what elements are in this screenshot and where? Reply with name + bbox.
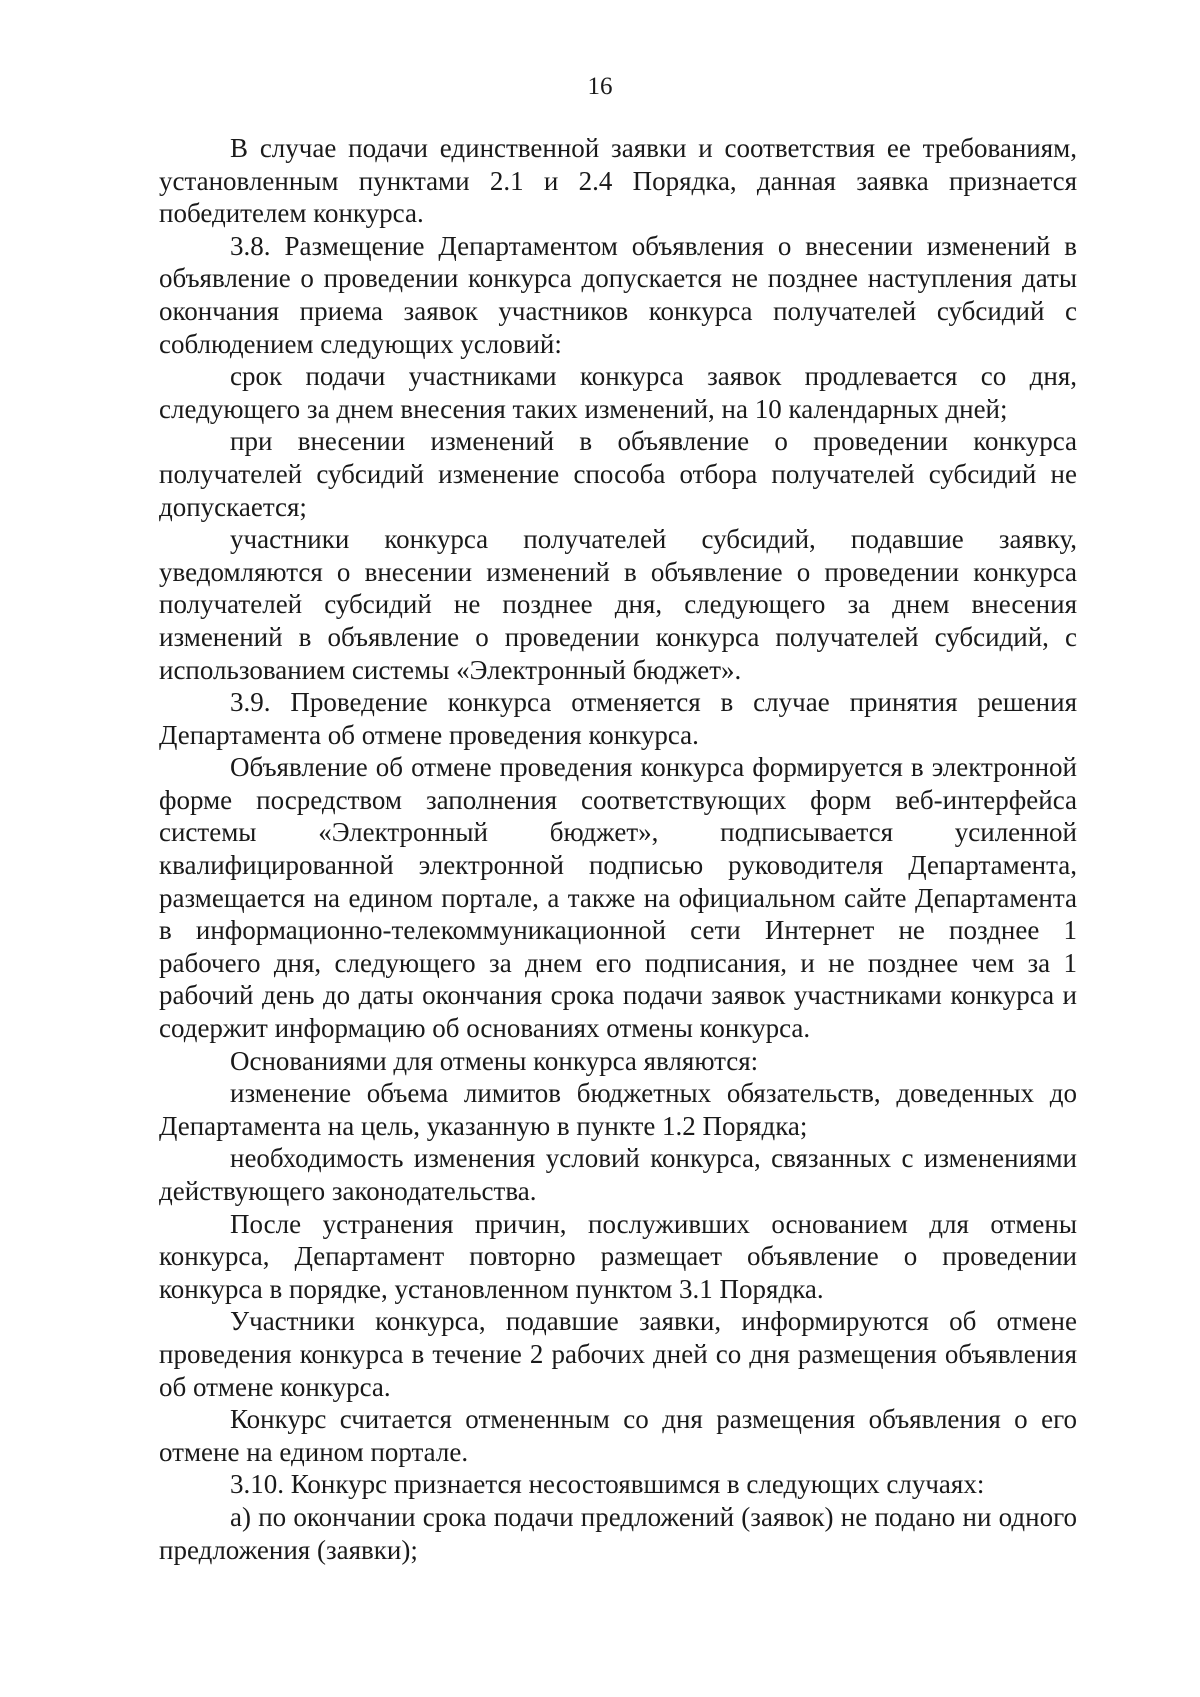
paragraph-participant-notice: участники конкурса получателей субсидий, подавшие заявку, уведомляются о внесении изменений в объявление о проведении конкурса получателей субсидий не позднее дня, следующего за днем внесения изменений в объявление о проведении конкурса получателей субсидий, с использованием системы «Электронный бюджет».: [159, 524, 1077, 685]
paragraph-selection-method: при внесении изменений в объявление о проведении конкурса получателей субсидий изменение способа отбора получателей субсидий не допускается;: [159, 426, 1077, 522]
paragraph-cancellation-announcement: Объявление об отмене проведения конкурса формируется в электронной форме посредством заполнения соответствующих форм веб-интерфейса системы «Электронный бюджет», подписывается усиленной квалифицированной электронной подписью руководителя Департамента, размещается на едином портале, а также на официальном сайте Департамента в информационно-телекоммуникационной сети Интернет не позднее 1 рабочего дня, следующего за днем его подписания, и не позднее чем за 1 рабочий день до даты окончания срока подачи заявок участниками конкурса и содержит информацию об основаниях отмены конкурса.: [159, 752, 1077, 1044]
paragraph-3-10: 3.10. Конкурс признается несостоявшимся в следующих случаях:: [230, 1469, 985, 1500]
paragraph-3-9: 3.9. Проведение конкурса отменяется в случае принятия решения Департамента об отмене проведения конкурса.: [159, 687, 1077, 750]
document-body: [159, 132, 1077, 1566]
paragraph-participant-informing: Участники конкурса, подавшие заявки, информируются об отмене проведения конкурса в течение 2 рабочих дней со дня размещения объявления об отмене конкурса.: [159, 1306, 1077, 1402]
paragraph-cancellation-grounds: Основаниями для отмены конкурса являются:: [230, 1045, 759, 1076]
paragraph-single-application: В случае подачи единственной заявки и соответствия ее требованиям, установленным пунктами 2.1 и 2.4 Порядка, данная заявка признается победителем конкурса.: [159, 133, 1077, 229]
paragraph-3-8: 3.8. Размещение Департаментом объявления о внесении изменений в объявление о проведении конкурса допускается не позднее наступления даты окончания приема заявок участников конкурса получателей субсидий с соблюдением следующих условий:: [159, 230, 1077, 359]
paragraph-deadline-extension: срок подачи участниками конкурса заявок продлевается со дня, следующего за днем внесения таких изменений, на 10 календарных дней;: [159, 361, 1077, 424]
paragraph-budget-limits: изменение объема лимитов бюджетных обязательств, доведенных до Департамента на цель, указанную в пункте 1.2 Порядка;: [159, 1078, 1077, 1141]
page-number: 16: [587, 73, 613, 100]
paragraph-repeat-announcement: После устранения причин, послуживших основанием для отмены конкурса, Департамент повторно размещает объявление о проведении конкурса в порядке, установленном пунктом 3.1 Порядка.: [159, 1208, 1077, 1304]
paragraph-no-applications: а) по окончании срока подачи предложений (заявок) не подано ни одного предложения (заявки);: [159, 1501, 1077, 1565]
paragraph-legislation-change: необходимость изменения условий конкурса, связанных с изменениями действующего законодательства.: [159, 1143, 1077, 1206]
paragraph-cancellation-effective: Конкурс считается отмененным со дня размещения объявления о его отмене на едином портале.: [159, 1404, 1077, 1467]
